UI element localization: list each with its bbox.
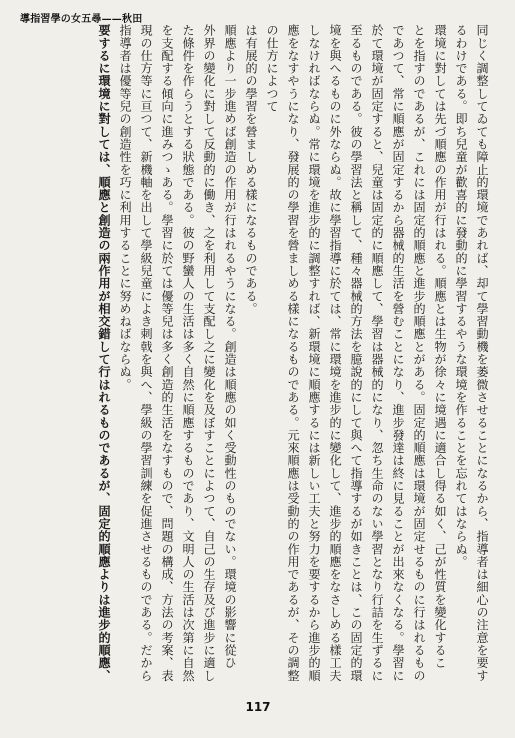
text-column: 外界の變化に對して反動的に働き、之を利用して支配し之に變化を及ぼすことによつて、自己の生存及び進步に適し (202, 24, 216, 682)
text-column: 於て環境が固定すると、兒童は固定的に順應して、學習は器械的になり、忽ち生命のない學習となり行詰を生ずるに (370, 24, 384, 682)
text-column: 至るものである。彼の學習法と稱して、種々器械的方法を臆說的にして與へて指導するが如きことは、この固定的環 (349, 24, 363, 682)
text-column: 境を與へるものに外ならぬ。故に學習指導に於ては、常に環境を進步的に變化して、進步的順應をなさしめる樣工夫 (328, 24, 342, 682)
vertical-text-body (24, 24, 492, 694)
bold-summary-column: 要するに環境に對しては、順應と創造の兩作用が相交錯して行はれるものであるが、固定的順應よりは進步的順應、 (97, 24, 111, 682)
text-column: るわけである。即ち兒童が歡喜的に發動的に學習するやうな環境を作ることを忘れてはならぬ。 (454, 24, 468, 568)
text-column: 同じく調整してゐても障止的環境であれば、却て學習動機を萎微させることになるから、指導者は細心の注意を要す (475, 24, 489, 682)
text-column: 應をなすやうになり、發展的の學習を營ましめる樣になるものである。元來順應は受動的の作用であるが、その調整の仕方によつて (265, 24, 300, 682)
text-column: しなければならぬ。常に環境を進步的に調整すれば、新環境に順應するには新しい工夫と努力を要するから進步的順 (307, 24, 321, 682)
text-column: を支配する傾向に進みつゝある。學習に於ては優等兒は多く創造的生活をなすもので、問題の構成、方法の考案、表 (160, 24, 174, 682)
text-column: 指導者は優等兒の創造性を巧に利用することに努めねばならぬ。 (118, 24, 132, 391)
text-column: は有展的の學習を營ましめる樣になるものである。 (244, 24, 258, 315)
running-header: 導指習學の女五尋——秋田 (20, 14, 143, 24)
text-column: とを指すのであるが、これには固定的順應と進步的順應とがある。固定的順應は環境が固定せるものに行はれるもの (412, 24, 426, 682)
page-number: 117 (245, 700, 271, 714)
text-column: 環境に對しては先づ順應の作用が行はれる。順應とは生物が徐々に境遇に適合し得る如く、己が性質を變化するこ (433, 24, 447, 670)
text-column: であつて、常に順應が固定するから器械的生活を營むことになり、進步發達は終に見ることが出來なくなる。學習に (391, 24, 405, 682)
text-column: た條件を作らうとする狀態である。彼の野蠻人の生活は多く自然に順應するものであり、文明人の生活は次第に自然 (181, 24, 195, 682)
text-column: 順應より一步進めば創造の作用が行はれるやうになる。創造は順應の如く受動性のものでない。環境の影響に從ひ (223, 24, 237, 670)
text-column: 現の仕方等に亘つて、新機軸を出して學級兒童によき刺戟を與へ、學級の學習訓練を促進させるものである。だから (139, 24, 153, 682)
